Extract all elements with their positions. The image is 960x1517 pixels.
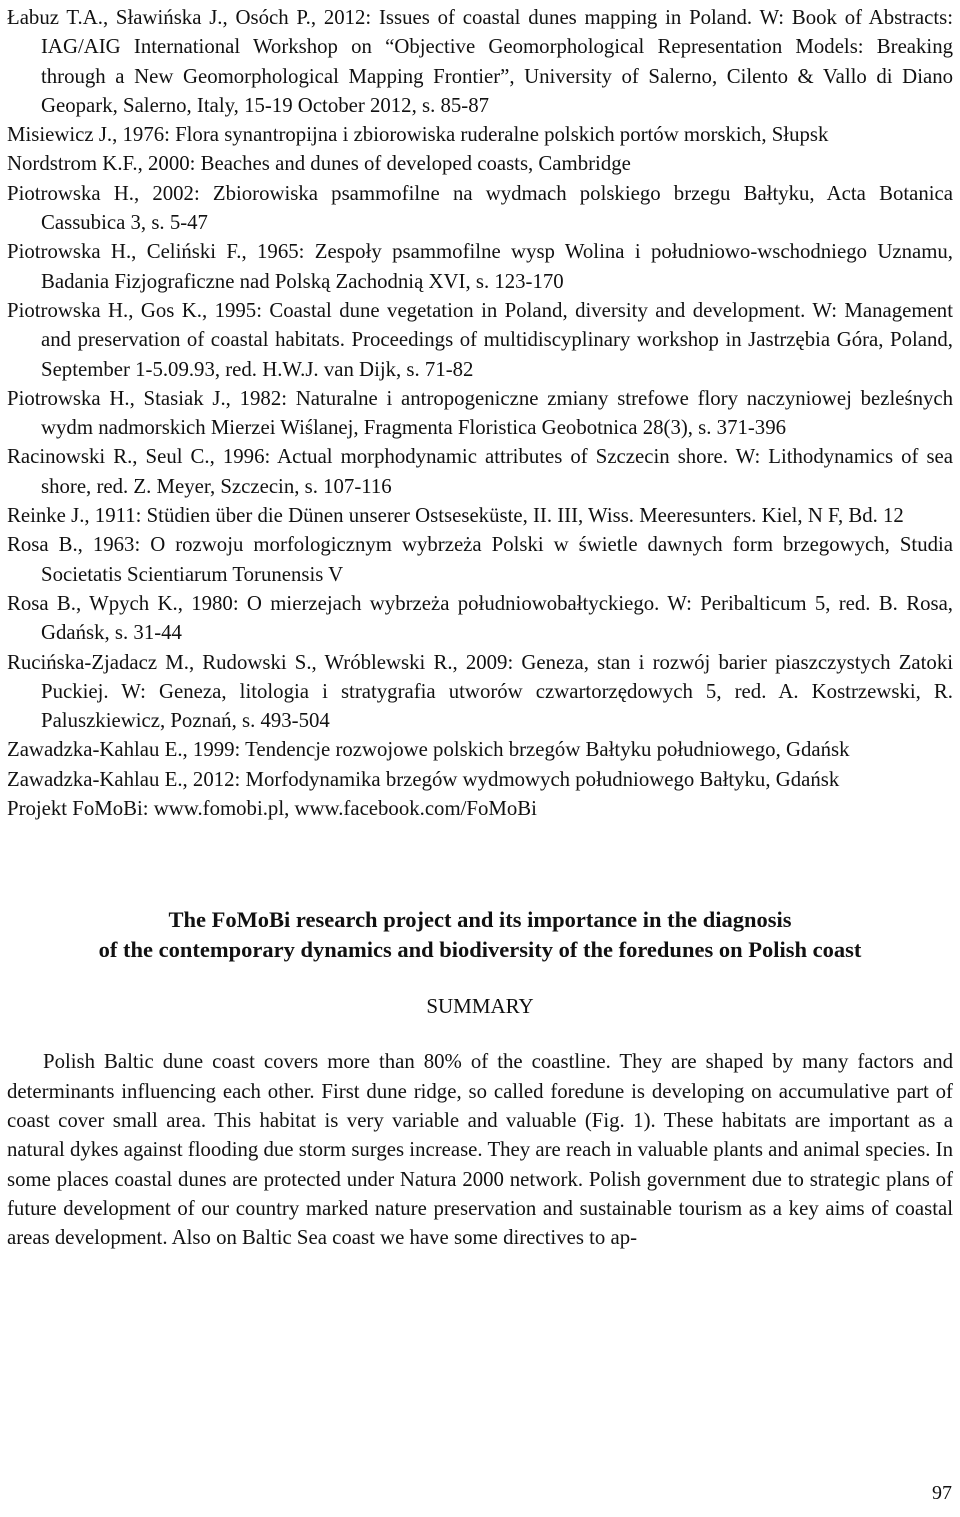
reference-entry: Rosa B., 1963: O rozwoju morfologicznym wybrzeża Polski w świetle dawnych form brzegowych, Studia Societatis Scientiarum Torunensis V: [7, 533, 953, 586]
reference-entry: Piotrowska H., 2002: Zbiorowiska psammofilne na wydmach polskiego brzegu Bałtyku, Acta Botanica Cassubica 3, s. 5-47: [7, 181, 953, 235]
reference-entry: Zawadzka-Kahlau E., 1999: Tendencje rozwojowe polskich brzegów Bałtyku południowego, Gdańsk: [7, 738, 850, 762]
reference-entry: Piotrowska H., Stasiak J., 1982: Naturalne i antropogeniczne zmiany strefowe flory naczyniowej bezleśnych wydm nadmorskich Mierzei Wiślanej, Fragmenta Floristica Geobotnica 28(3), s. 371-396: [7, 386, 953, 440]
reference-entry: Projekt FoMoBi: www.fomobi.pl, www.facebook.com/FoMoBi: [7, 797, 537, 821]
reference-entry: Zawadzka-Kahlau E., 2012: Morfodynamika brzegów wydmowych południowego Bałtyku, Gdańsk: [7, 767, 840, 791]
reference-entry: Piotrowska H., Gos K., 1995: Coastal dune vegetation in Poland, diversity and development. W: Management and preservation of coastal habitats. Proceedings of multidiscyplinary workshop in Jastrzębia Góra, Poland, September 1-5.09.93, red. H.W.J. van Dijk, s. 71-82: [7, 298, 953, 381]
reference-list: [7, 3, 953, 823]
reference-entry: Rucińska-Zjadacz M., Rudowski S., Wróblewski R., 2009: Geneza, stan i rozwój barier piaszczystych Zatoki Puckiej. W: Geneza, litologia i stratygrafia utworów czwartorzędowych 5, red. A. Kostrzewski, R. Paluszkiewicz, Poznań, s. 493-504: [7, 650, 953, 733]
reference-entry: Rosa B., Wpych K., 1980: O mierzejach wybrzeża południowobałtyckiego. W: Peribalticum 5, red. B. Rosa, Gdańsk, s. 31-44: [7, 591, 953, 645]
reference-entry: Nordstrom K.F., 2000: Beaches and dunes of developed coasts, Cambridge: [7, 152, 631, 176]
reference-entry: Łabuz T.A., Sławińska J., Osóch P., 2012: Issues of coastal dunes mapping in Poland. W: Book of Abstracts: IAG/AIG International Workshop on “Objective Geomorphological Representation Models: Breaking through a New Geomorphological Mapping Frontier”, University of Salerno, Cilento & Vallo di Diano Geopark, Salerno, Italy, 15-19 October 2012, s. 85-87: [7, 6, 953, 117]
summary-paragraph: Polish Baltic dune coast covers more than 80% of the coastline. They are shaped by many factors and determinants influencing each other. First dune ridge, so called foredune is developing on accumulative part of coast cover small area. This habitat is very variable and valuable (Fig. 1). These habitats are important as a natural dykes against flooding due storm surges increase. They are reach in valuable plants and animal species. In some places coastal dunes are protected under Natura 2000 network. Polish government due to strategic plans of future development of our country marked nature preservation and sustainable tourism as a key aims of coastal areas development. Also on Baltic Sea coast we have some directives to ap-: [7, 1050, 953, 1250]
reference-entry: Piotrowska H., Celiński F., 1965: Zespoły psammofilne wysp Wolina i południowo-wschodniego Uznamu, Badania Fizjograficzne nad Polską Zachodnią XVI, s. 123-170: [7, 240, 953, 293]
reference-entry: Racinowski R., Seul C., 1996: Actual morphodynamic attributes of Szczecin shore. W: Lithodynamics of sea shore, red. Z. Meyer, Szczecin, s. 107-116: [7, 445, 953, 498]
reference-entry: Reinke J., 1911: Stüdien über die Dünen unserer Ostseseküste, II. III, Wiss. Meeresunters. Kiel, N F, Bd. 12: [7, 504, 904, 528]
article-title-line-2: of the contemporary dynamics and biodiversity of the foredunes on Polish coast: [98, 937, 862, 963]
article-title-line-1: The FoMoBi research project and its importance in the diagnosis: [168, 907, 792, 933]
document-page: [7, 3, 953, 1252]
reference-entry: Misiewicz J., 1976: Flora synantropijna i zbiorowiska ruderalne polskich portów morskich, Słupsk: [7, 123, 829, 147]
summary-heading: SUMMARY: [426, 994, 534, 1019]
article-title: [7, 905, 953, 965]
page-number: 97: [932, 1482, 952, 1504]
